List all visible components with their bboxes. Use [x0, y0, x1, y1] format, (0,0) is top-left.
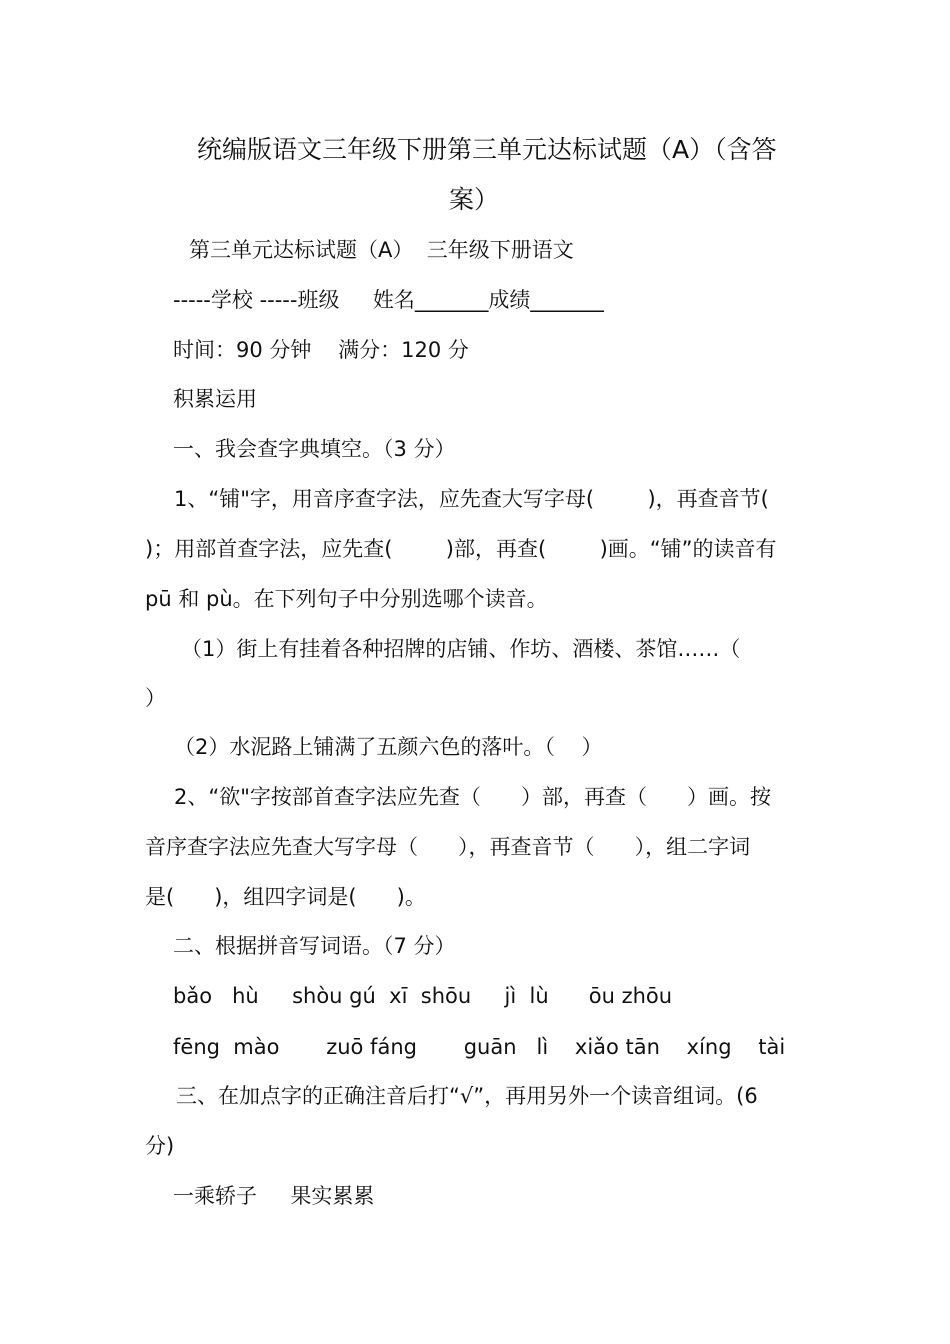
q2-pinyin-row-2: fēng mào zuō fáng guān lì xiǎo tān xíng tài [173, 1035, 786, 1059]
q1-item1-line3: pū 和 pù。在下列句子中分别选哪个读音。 [145, 587, 548, 611]
q3-heading-line2: 分) [145, 1134, 175, 1158]
q1-item2-line2: 音序查字法应先查大写字母（ ），再查音节（ ），组二字词 [145, 835, 751, 859]
section-label: 积累运用 [173, 387, 257, 411]
q1-sub2: （2）水泥路上铺满了五颜六色的落叶。（ ） [174, 735, 603, 759]
q2-heading: 二、根据拼音写词语。（7 分） [173, 934, 456, 958]
q1-item1-line1: 1、“铺"字，用音序查字法，应先查大写字母( )，再查音节( [174, 487, 769, 511]
subtitle: 第三单元达标试题（A） 三年级下册语文 [189, 238, 574, 262]
title-line-1: 统编版语文三年级下册第三单元达标试题（A）（含答 [197, 135, 777, 164]
q3-heading-line1: 三、在加点字的正确注音后打“√”，再用另外一个读音组词。(6 [176, 1084, 758, 1108]
title-line-2: 案） [449, 185, 500, 214]
q1-sub1-line1: （1）街上有挂着各种招牌的店铺、作坊、酒楼、茶馆……（ [181, 637, 741, 661]
q1-heading: 一、我会查字典填空。（3 分） [173, 437, 456, 461]
q1-item2-line3: 是( )，组四字词是( )。 [145, 885, 426, 909]
q2-pinyin-row-1: bǎo hù shòu gú xī shōu jì lù ōu zhōu [173, 984, 673, 1008]
student-info-line: -----学校 -----班级 姓名_______成绩_______ [173, 288, 604, 312]
q3-words: 一乘轿子 果实累累 [173, 1184, 375, 1208]
q1-item1-line2: )；用部首查字法，应先查( )部，再查( )画。“铺”的读音有 [145, 537, 777, 561]
q1-item2-line1: 2、“欲"字按部首查字法应先查（ ）部，再查（ ）画。按 [174, 785, 772, 809]
exam-time-score: 时间：90 分钟 满分：120 分 [173, 338, 469, 362]
q1-sub1-line2: ） [145, 686, 166, 710]
